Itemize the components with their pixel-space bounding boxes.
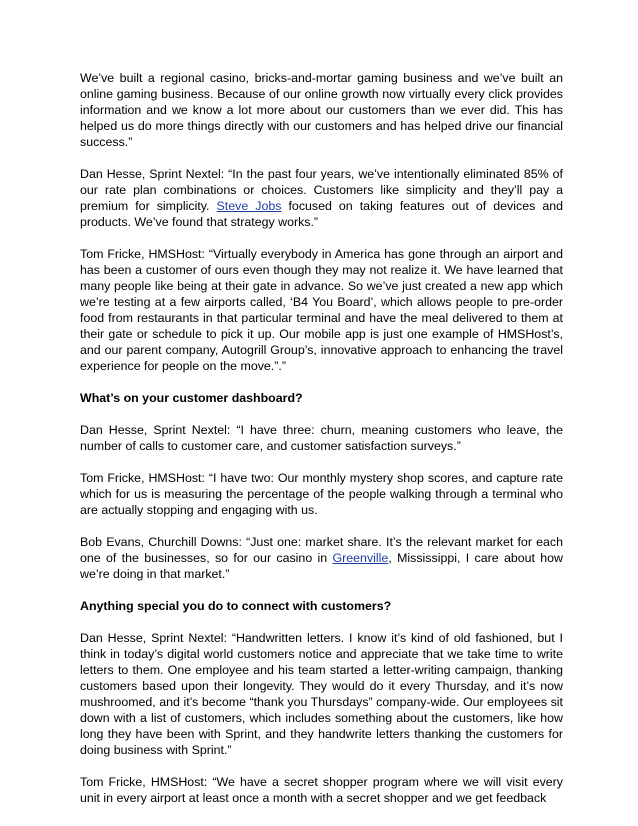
paragraph-tom-fricke-secret-shopper: Tom Fricke, HMSHost: “We have a secret shopper program where we will visit every unit in every airport at least once a month with a secret shopper and we get feedback bbox=[80, 775, 563, 805]
paragraph-text-after-link: focused on taking features out of devices and products. We’ve found that strategy works.” bbox=[80, 199, 563, 229]
heading-customer-dashboard: What’s on your customer dashboard? bbox=[80, 391, 303, 405]
paragraph-dan-hesse-simplicity bbox=[80, 166, 563, 230]
paragraph-dan-hesse-dashboard: Dan Hesse, Sprint Nextel: “I have three: churn, meaning customers who leave, the number of calls to customer care, and customer satisfaction surveys.” bbox=[80, 423, 563, 453]
paragraph-text-before-link: Dan Hesse, Sprint Nextel: “In the past four years, we’ve intentionally eliminated 85% of our rate plan combinations or choices. Customers like simplicity and they’ll pay a premium for simplicity. bbox=[80, 167, 563, 213]
paragraph-online-growth: We’ve built a regional casino, bricks-and-mortar gaming business and we’ve built an online gaming business. Because of our online growth now virtually every click provides information and we know a lot more about our customers than we ever did. This has helped us do more things directly with our customers and has helped drive our financial success.” bbox=[80, 71, 563, 149]
paragraph-text-before-link: Bob Evans, Churchill Downs: “Just one: market share. It’s the relevant market for each one of the businesses, so for our casino in bbox=[80, 535, 563, 565]
paragraph-tom-fricke-app: Tom Fricke, HMSHost: “Virtually everybody in America has gone through an airport and has been a customer of ours even though they may not realize it. We have learned that many people like being at their gate in advance. So we’ve just created a new app which we’re testing at a few airports called, ‘B4 You Board’, which allows people to pre-order food from restaurants in that particular terminal and have the meal delivered to them at their gate or schedule to pick it up. Our mobile app is just one example of HMSHost’s, and our parent company, Autogrill Group’s, innovative approach to enhancing the travel experience for people on the move.”.” bbox=[80, 247, 563, 373]
paragraph-text-after-link: , Mississippi, I care about how we’re doing in that market.” bbox=[80, 551, 564, 581]
greenville-link[interactable]: Greenville bbox=[332, 551, 389, 565]
heading-connect-with-customers: Anything special you do to connect with customers? bbox=[80, 599, 392, 613]
paragraph-tom-fricke-dashboard: Tom Fricke, HMSHost: “I have two: Our monthly mystery shop scores, and capture rate which for us is measuring the percentage of the people walking through a terminal who are actually stopping and engaging with us. bbox=[80, 471, 563, 517]
steve-jobs-link[interactable]: Steve Jobs bbox=[216, 199, 282, 213]
paragraph-bob-evans-market-share bbox=[80, 534, 563, 582]
paragraph-dan-hesse-letters: Dan Hesse, Sprint Nextel: “Handwritten letters. I know it’s kind of old fashioned, but I think in today’s digital world customers notice and appreciate that we take time to write letters to them. One employee and his team started a letter-writing campaign, thanking customers based upon their longevity. They would do it every Thursday, and it’s now mushroomed, and it’s become “thank you Thursdays” company-wide. Our employees sit down with a list of customers, which includes something about the customers, like how long they have been with Sprint, and they handwrite letters thanking the customers for doing business with Sprint.” bbox=[80, 631, 563, 757]
document-page bbox=[80, 70, 563, 822]
